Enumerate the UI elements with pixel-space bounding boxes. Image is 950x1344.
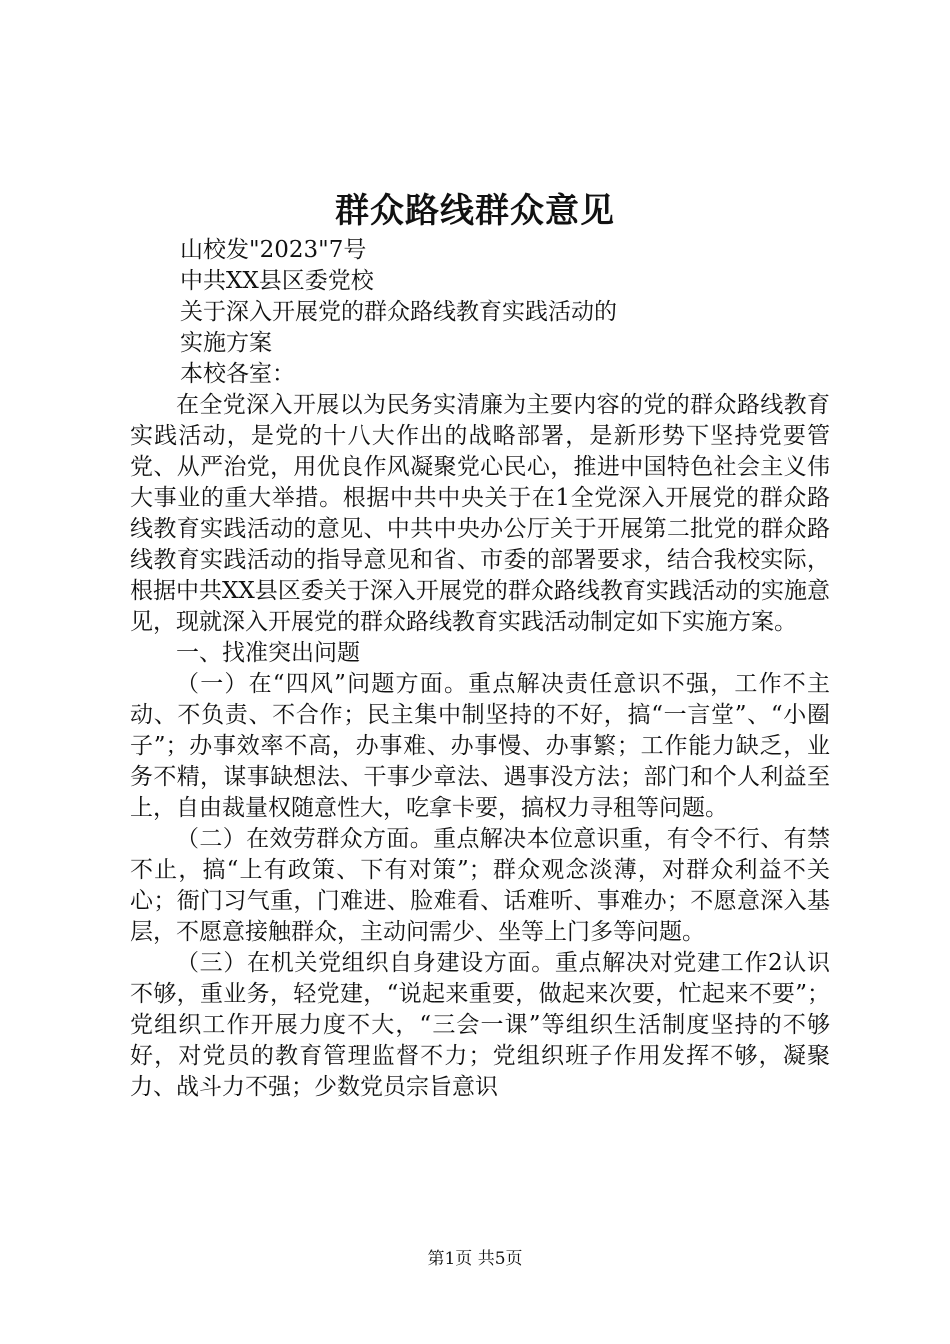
- body-paragraph: （一）在“四风”问题方面。重点解决责任意识不强，工作不主动、不负责、不合作；民主集中制坚持的不好，搞“一言堂”、“小圈子”；办事效率不高，办事难、办事慢、办事繁；工作能力缺乏，业务不精，谋事缺想法、干事少章法、遇事没方法；部门和个人利益至上，自由裁量权随意性大，吃拿卡要，搞权力寻租等问题。: [130, 671, 830, 821]
- page-footer: 第1页 共5页: [427, 1249, 523, 1269]
- body-paragraph: （三）在机关党组织自身建设方面。重点解决对党建工作2认识不够，重业务，轻党建，“说起来重要，做起来次要，忙起来不要”；党组织工作开展力度不大，“三会一课”等组织生活制度坚持的不够好，对党员的教育管理监督不力；党组织班子作用发挥不够，凝聚力、战斗力不强；少数党员宗旨意识: [130, 950, 830, 1100]
- document-body: [130, 390, 830, 1103]
- issuing-organization: 中共XX县区委党校: [180, 268, 374, 294]
- document-title: 群众路线群众意见: [335, 191, 615, 231]
- body-paragraph: （二）在效劳群众方面。重点解决本位意识重，有令不行、有禁不止，搞“上有政策、下有对策”；群众观念淡薄，对群众利益不关心；衙门习气重，门难进、脸难看、话难听、事难办；不愿意深入基层，不愿意接触群众，主动问需少、坐等上门多等问题。: [130, 826, 830, 945]
- salutation: 本校各室：: [180, 361, 295, 387]
- document-number: 山校发"2023"7号: [180, 237, 367, 263]
- document-header-block: [180, 235, 617, 390]
- body-paragraph: 在全党深入开展以为民务实清廉为主要内容的党的群众路线教育实践活动，是党的十八大作出的战略部署，是新形势下坚持党要管党、从严治党，用优良作风凝聚党心民心，推进中国特色社会主义伟大事业的重大举措。根据中共中央关于在1全党深入开展党的群众路线教育实践活动的意见、中共中央办公厅关于开展第二批党的群众路线教育实践活动的指导意见和省、市委的部署要求，结合我校实际，根据中共XX县区委关于深入开展党的群众路线教育实践活动的实施意见，现就深入开展党的群众路线教育实践活动制定如下实施方案。: [130, 392, 830, 635]
- document-subject-line-2: 实施方案: [180, 330, 272, 356]
- document-subject-line-1: 关于深入开展党的群众路线教育实践活动的: [180, 299, 617, 325]
- section-heading: 一、找准突出问题: [176, 640, 360, 666]
